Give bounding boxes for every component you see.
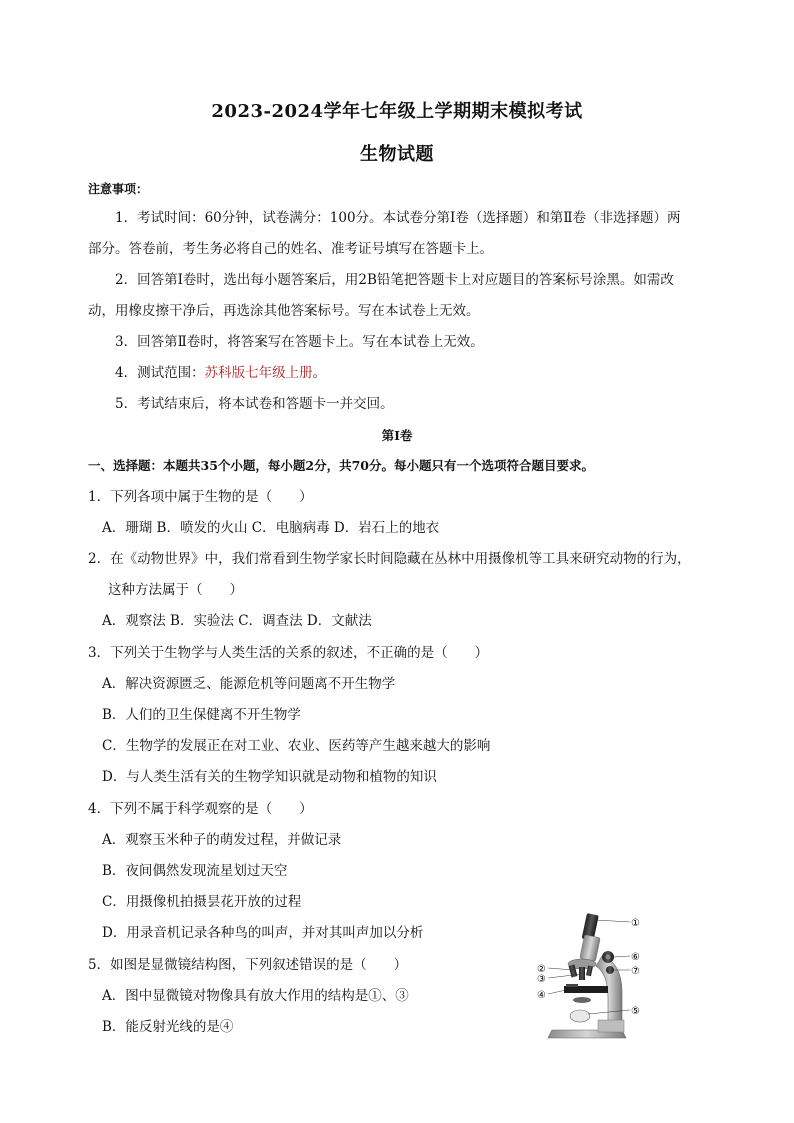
question-option: A．观察玉米种子的萌发过程，并做记录 xyxy=(102,832,342,848)
page-title: 2023-2024学年七年级上学期期末模拟考试 xyxy=(211,101,583,122)
scope-highlight: 苏科版七年级上册 xyxy=(204,365,313,381)
question-stem: 2．在《动物世界》中，我们常看到生物学家长时间隐藏在丛林中用摄像机等工具来研究动物的行为， xyxy=(88,551,691,567)
question-option: C．生物学的发展正在对工业、农业、医药等产生越来越大的影响 xyxy=(102,738,491,754)
question-option: D．与人类生活有关的生物学知识就是动物和植物的知识 xyxy=(102,769,437,785)
figure-label: ⑦ xyxy=(631,966,640,977)
figure-label: ⑤ xyxy=(631,1006,640,1017)
question-stem-cont: 这种方法属于（ ） xyxy=(108,582,243,598)
question-option: D．用录音机记录各种鸟的叫声，并对其叫声加以分析 xyxy=(102,925,424,941)
question-option: A．图中显微镜对物像具有放大作用的结构是①、③ xyxy=(102,988,409,1004)
notice-item: 部分。答卷前，考生务必将自己的姓名、准考证号填写在答题卡上。 xyxy=(88,241,493,257)
figure-label: ④ xyxy=(537,990,546,1001)
figure-label: ① xyxy=(631,918,640,929)
notice-item-scope xyxy=(115,364,326,382)
scope-label: 4．测试范围： xyxy=(115,365,205,381)
section-heading: 一、选择题：本题共35个小题，每小题2分，共70分。每小题只有一个选项符合题目要求。 xyxy=(88,458,594,473)
notice-heading: 注意事项： xyxy=(88,182,149,196)
question-stem: 1．下列各项中属于生物的是（ ） xyxy=(88,489,313,505)
question-stem: 5．如图是显微镜结构图，下列叙述错误的是（ ） xyxy=(88,957,408,973)
notice-item: 3．回答第Ⅱ卷时，将答案写在答题卡上。写在本试卷上无效。 xyxy=(115,334,484,350)
question-option: B．能反射光线的是④ xyxy=(102,1019,234,1035)
figure-label: ② xyxy=(537,964,546,975)
notice-item: 5．考试结束后，将本试卷和答题卡一并交回。 xyxy=(115,396,394,412)
figure-label: ③ xyxy=(537,974,546,985)
figure-label: ⑥ xyxy=(631,952,640,963)
notice-item: 1．考试时间：60分钟，试卷满分：100分。本试卷分第Ⅰ卷（选择题）和第Ⅱ卷（非选择题）两 xyxy=(115,210,681,226)
question-stem: 4．下列不属于科学观察的是（ ） xyxy=(88,801,313,817)
page-subtitle: 生物试题 xyxy=(360,144,434,165)
question-option: A．观察法 B．实验法 C．调查法 D．文献法 xyxy=(102,613,372,629)
microscope-figure xyxy=(530,908,650,1043)
question-option: B．人们的卫生保健离不开生物学 xyxy=(102,707,301,723)
question-stem: 3．下列关于生物学与人类生活的关系的叙述，不正确的是（ ） xyxy=(88,645,489,661)
notice-item: 动，用橡皮擦干净后，再选涂其他答案标号。写在本试卷上无效。 xyxy=(88,303,480,319)
part-heading: 第Ⅰ卷 xyxy=(381,428,413,443)
question-option: C．用摄像机拍摄昙花开放的过程 xyxy=(102,894,302,910)
scope-end: 。 xyxy=(312,365,327,381)
question-option: B．夜间偶然发现流星划过天空 xyxy=(102,863,288,879)
question-option: A．珊瑚 B．喷发的火山 C．电脑病毒 D．岩石上的地衣 xyxy=(102,520,440,536)
notice-item: 2．回答第Ⅰ卷时，选出每小题答案后，用2B铅笔把答题卡上对应题目的答案标号涂黑。如需改 xyxy=(115,272,674,288)
question-option: A．解决资源匮乏、能源危机等问题离不开生物学 xyxy=(102,676,396,692)
